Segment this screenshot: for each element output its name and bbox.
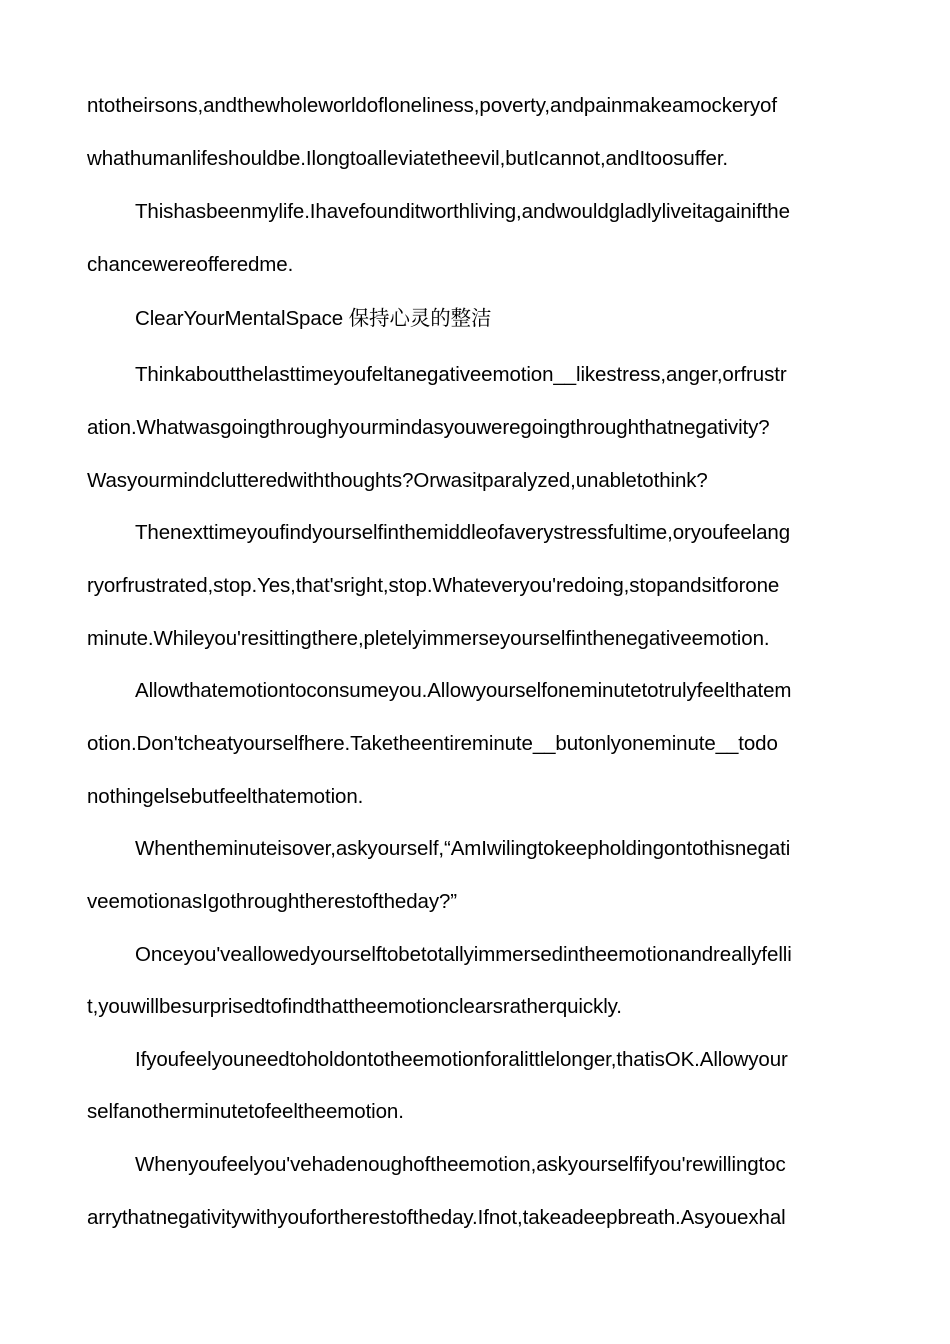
paragraph-start-line: Thinkaboutthelasttimeyoufeltanegativeemotion__likestress,anger,orfrustr (135, 363, 787, 386)
paragraph-start-line: Thenexttimeyoufindyourselfinthemiddleofaverystressfultime,oryoufeelang (135, 521, 791, 544)
paragraph-start-line: Allowthatemotiontoconsumeyou.Allowyourselfoneminutetotrulyfeelthatem (135, 679, 792, 702)
paragraph-start-line: Thishasbeenmylife.Ihavefounditworthliving,andwouldgladlyliveitagainifthe (135, 200, 790, 223)
text-line: ation.Whatwasgoingthroughyourmindasyouweregoingthroughthatnegativity? (87, 416, 770, 439)
text-line: ryorfrustrated,stop.Yes,that'sright,stop.Whateveryou'redoing,stopandsitforone (87, 574, 780, 597)
text-line: veemotionasIgothroughtherestoftheday?” (87, 890, 458, 913)
paragraph-start-line: Ifyoufeelyouneedtoholdontotheemotionforalittlelonger,thatisOK.Allowyour (135, 1048, 788, 1071)
text-line: whathumanlifeshouldbe.Ilongtoalleviatetheevil,butIcannot,andItoosuffer. (87, 147, 729, 170)
section-heading: ClearYourMentalSpace 保持心灵的整洁 (135, 307, 492, 330)
paragraph-start-line: Whentheminuteisover,askyourself,“AmIwilingtokeepholdingontothisnegati (135, 837, 791, 860)
text-line: nothingelsebutfeelthatemotion. (87, 785, 364, 808)
text-line: selfanotherminutetofeeltheemotion. (87, 1100, 404, 1123)
text-line: ntotheirsons,andthewholeworldofloneliness,poverty,andpainmakeamockeryof (87, 94, 777, 117)
paragraph-start-line: Onceyou'veallowedyourselftobetotallyimmersedintheemotionandreallyfelli (135, 943, 792, 966)
text-line: chancewereofferedme. (87, 253, 294, 276)
text-line: t,youwillbesurprisedtofindthattheemotionclearsratherquickly. (87, 995, 622, 1018)
text-line: arrythatnegativitywithyoufortherestoftheday.Ifnot,takeadeepbreath.Asyouexhal (87, 1206, 786, 1229)
paragraph-start-line: Whenyoufeelyou'vehadenoughoftheemotion,askyourselfifyou'rewillingtoc (135, 1153, 786, 1176)
text-line: minute.Whileyou'resittingthere,pletelyimmerseyourselfinthenegativeemotion. (87, 627, 770, 650)
text-line: otion.Don'tcheatyourselfhere.Taketheentireminute__butonlyoneminute__todo (87, 732, 778, 755)
text-line: Wasyourmindclutteredwiththoughts?Orwasitparalyzed,unabletothink? (87, 469, 708, 492)
